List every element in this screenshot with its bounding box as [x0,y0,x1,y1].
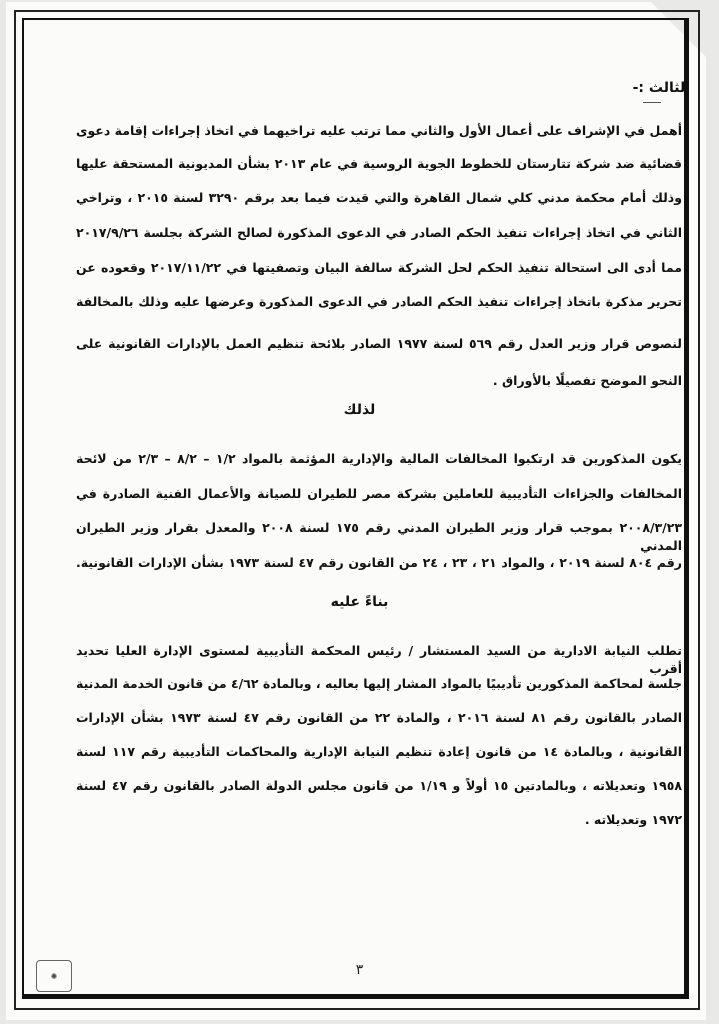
paragraph3-line: جلسة لمحاكمة المذكورين تأديبيًا بالمواد المشار إليها بعاليه ، وبالمادة ٤/٦٢ من قانون الخدمة المدنية [76,676,682,691]
paragraph3-line: ١٩٧٢ وتعديلاته . [584,812,682,827]
section-title: الثالث :- [632,80,690,96]
paragraph3-line: القانونية ، وبالمادة ١٤ من قانون إعادة تنظيم النيابة الإدارية والمحاكمات التأديبية رقم ١١٧ لسنة [76,744,682,759]
paragraph1-line: النحو الموضح تفصيلًا بالأوراق . [492,373,682,388]
paragraph3-line: تطلب النيابة الادارية من السيد المستشار / رئيس المحكمة التأديبية لمستوى الإدارة العليا تحديد أقرب [76,643,682,676]
paragraph2-line: ٢٠٠٨/٣/٢٣ بموجب قرار وزير الطيران المدني رقم ١٧٥ لسنة ٢٠٠٨ والمعدل بقرار وزير الطيران المدني [76,520,682,553]
heading-accordingly: بناءً عليه [330,594,389,610]
paragraph1-line: مما أدى الى استحالة تنفيذ الحكم لحل الشركة سالفة البيان وتصفيتها في ٢٠١٧/١١/٢٢ وقعوده عن [76,260,682,275]
paragraph1-line: الثاني في اتخاذ إجراءات تنفيذ الحكم الصادر في الدعوى المذكورة لصالح الشركة بجلسة ٢٠١٧/٩/٢٦ [76,225,682,240]
seal-stamp-icon: ✺ [36,960,72,992]
paragraph2-line: رقم ٨٠٤ لسنة ٢٠١٩ ، والمواد ٢١ ، ٢٣ ، ٢٤ من القانون رقم ٤٧ لسنة ١٩٧٣ بشأن الإدارات القانونية. [76,555,682,570]
paragraph3-line: ١٩٥٨ وتعديلاته ، وبالمادتين ١٥ أولاً و ١/١٩ من قانون مجلس الدولة الصادر بالقانون رقم ٤٧ لسنة [76,778,682,793]
heading-therefore: لذلك [343,402,376,418]
paragraph1-line: تحرير مذكرة باتخاذ إجراءات تنفيذ الحكم الصادر في الدعوى المذكورة وعرضها عليه وذلك بالمخالفة [76,294,682,309]
paragraph1-line: وذلك أمام محكمة مدني كلي شمال القاهرة والتي قيدت فيما بعد برقم ٣٢٩٠ لسنة ٢٠١٥ ، وتراخي [76,190,682,205]
title-underline [643,102,661,103]
paragraph1-line: لنصوص قرار وزير العدل رقم ٥٦٩ لسنة ١٩٧٧ الصادر بلائحة تنظيم العمل بالإدارات القانونية على [76,336,683,351]
paragraph2-line: المخالفات والجزاءات التأديبية للعاملين بشركة مصر للطيران للصيانة والأعمال الفنية الصادرة في [76,486,682,501]
paragraph1-line: أهمل في الإشراف على أعمال الأول والثاني مما ترتب عليه تراخيهما في اتخاذ إجراءات إقامة دعوى [76,123,682,138]
page-number: ٣ [355,962,364,978]
paragraph2-line: يكون المذكورين قد ارتكبوا المخالفات المالية والإدارية المؤثمة بالمواد ١/٢ – ٨/٢ – ٢/٣ من لائحة [76,451,682,466]
paragraph3-line: الصادر بالقانون رقم ٨١ لسنة ٢٠١٦ ، والمادة ٢٢ من القانون رقم ٤٧ لسنة ١٩٧٣ بشأن الإدارات [76,710,682,725]
paragraph1-line: قضائية ضد شركة تتارستان للخطوط الجوية الروسية في عام ٢٠١٣ بشأن المديونية المستحقة عليها [76,156,682,171]
